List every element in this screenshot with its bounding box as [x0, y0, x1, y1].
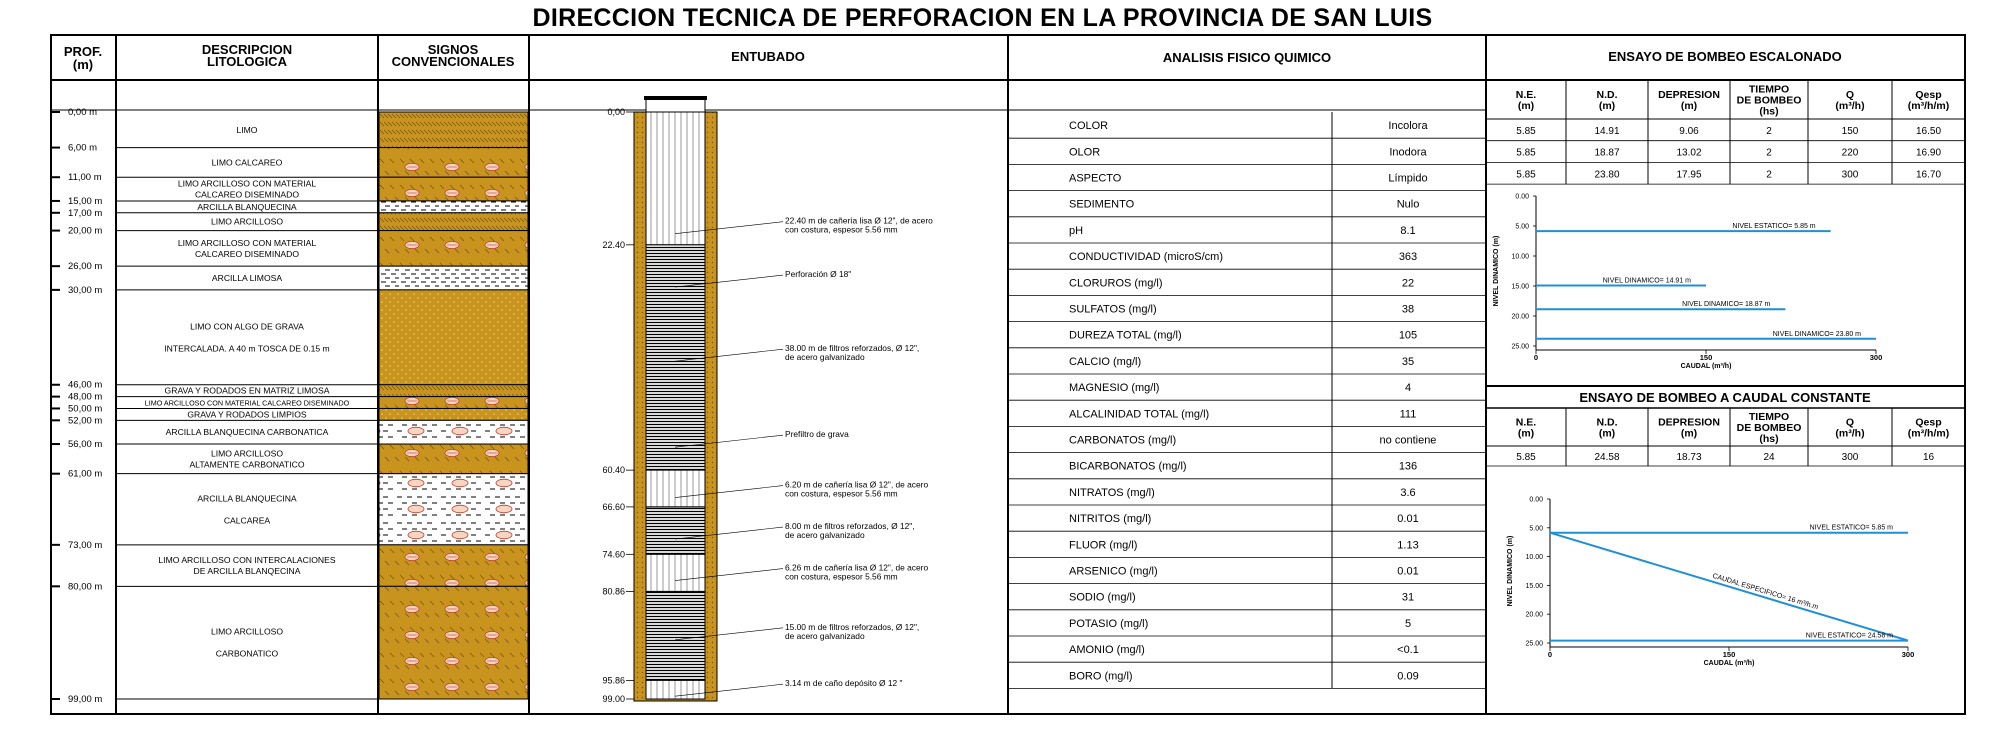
pump-cell: 5.85 — [1516, 452, 1536, 463]
depth-label: 52,00 m — [68, 415, 103, 427]
pump-cell: 5.85 — [1516, 169, 1536, 181]
depth-label: 50,00 m — [68, 403, 103, 415]
lithology-label: ARCILLA BLANQUECINA — [197, 201, 297, 212]
analysis-value: 111 — [1399, 408, 1417, 421]
pump-cell: 9.06 — [1679, 125, 1699, 137]
pump-col-header: N.E. — [1515, 416, 1537, 429]
pump-col-header: (m³/h) — [1835, 427, 1865, 440]
lithology-label: CALCAREO DISEMINADO — [194, 189, 300, 200]
casing-annotation: 15.00 m de filtros reforzados, Ø 12", — [785, 621, 920, 632]
lithology-label: ALTAMENTE CARBONATICO — [189, 459, 305, 470]
lithology-sign-limo — [379, 112, 528, 148]
y-tick-label: 25.00 — [1525, 640, 1543, 648]
lithology-label: DE ARCILLA BLANQECINA — [193, 566, 301, 577]
y-tick-label: 5.00 — [1515, 223, 1529, 231]
casing-screen — [646, 245, 705, 470]
pump-cell: 16.70 — [1915, 169, 1942, 181]
pump-cell: 5.85 — [1516, 125, 1536, 137]
analysis-value: 35 — [1401, 355, 1415, 368]
depth-label: 11,00 m — [68, 172, 102, 184]
casing-annotation: con costura, espesor 5.56 mm — [785, 571, 898, 582]
analysis-param: ALCALINIDAD TOTAL (mg/l) — [1069, 408, 1210, 421]
y-axis-label: NIVEL DINAMICO (m) — [1493, 235, 1500, 307]
pump-col-header: (m³/h/m) — [1907, 100, 1950, 112]
pump-cell: 16.90 — [1915, 147, 1942, 159]
depth-label: 30,00 m — [68, 284, 103, 296]
lithology-sign-grava — [379, 408, 528, 420]
lithology-label: LIMO — [236, 124, 258, 135]
pump-cell: 300 — [1841, 169, 1859, 181]
lithology-sign-calc — [379, 148, 528, 178]
pump-cell: 16 — [1922, 452, 1935, 463]
lithology-label: LIMO ARCILLOSO CON INTERCALACIONES — [158, 555, 336, 566]
analysis-param: pH — [1069, 224, 1084, 237]
pump-cell: 300 — [1841, 452, 1859, 463]
x-tick-label: 300 — [1869, 353, 1883, 362]
analysis-param: CONDUCTIVIDAD (microS/cm) — [1069, 251, 1223, 264]
casing-head — [646, 98, 705, 112]
analysis-value: <0.1 — [1397, 644, 1419, 657]
analysis-value: 22 — [1401, 277, 1415, 290]
analysis-value: 0.01 — [1397, 513, 1419, 526]
analysis-param: BICARBONATOS (mg/l) — [1069, 460, 1187, 473]
analysis-param: CLORUROS (mg/l) — [1069, 277, 1163, 290]
analysis-value: 3.6 — [1400, 486, 1416, 499]
y-tick-label: 20.00 — [1511, 313, 1529, 321]
casing-depth-label: 60.40 — [602, 465, 625, 476]
casing-annotation: de acero galvanizado — [785, 630, 865, 641]
casing-depth-label: 74.60 — [602, 549, 625, 560]
depth-label: 80,00 m — [68, 581, 103, 593]
lithology-label: LIMO ARCILLOSO — [210, 216, 284, 227]
conventional-signs-column — [379, 112, 528, 699]
header-litologica: LITOLOGICA — [207, 54, 287, 69]
analysis-value: 8.1 — [1400, 224, 1416, 237]
lithology-label: ARCILLA BLANQUECINA CARBONATICA — [165, 427, 329, 438]
analysis-param: SODIO (mg/l) — [1069, 591, 1136, 604]
pump-col-header: (m) — [1517, 427, 1535, 440]
header-descripcion: DESCRIPCION — [201, 42, 293, 57]
lithology-label: LIMO ARCILLOSO — [210, 626, 284, 637]
casing-annotation: 6.26 m de cañería lisa Ø 12", de acero — [785, 562, 929, 573]
pump-col-header: TIEMPO — [1748, 83, 1790, 96]
series-label: CAUDAL ESPECIFICO= 16 m³/h.m — [1711, 572, 1819, 612]
pump-col-header: Q — [1845, 416, 1855, 429]
analysis-value: 1.13 — [1397, 539, 1419, 552]
pump-col-header: (hs) — [1759, 105, 1779, 118]
lithology-label: LIMO ARCILLOSO CON MATERIAL — [177, 178, 317, 189]
lithology-label: GRAVA Y RODADOS LIMPIOS — [187, 409, 307, 420]
series-label: NIVEL ESTATICO= 5.85 m — [1809, 524, 1893, 532]
pump-col-header: N.D. — [1596, 416, 1618, 429]
analysis-value: no contiene — [1379, 434, 1437, 447]
casing-annotation: 38.00 m de filtros reforzados, Ø 12", — [785, 343, 920, 354]
depth-label: 6,00 m — [68, 142, 98, 154]
depth-label: 61,00 m — [68, 468, 103, 480]
y-tick-label: 20.00 — [1525, 611, 1543, 619]
pump-cell: 24 — [1763, 452, 1775, 463]
header-ensayo-constante: ENSAYO DE BOMBEO A CAUDAL CONSTANTE — [1579, 390, 1871, 405]
casing-screen — [646, 591, 705, 680]
pump-col-header: (m) — [1680, 427, 1698, 440]
pump-col-header: (m) — [1517, 100, 1535, 112]
lithology-label: CARBONATICO — [215, 648, 279, 659]
x-axis-label: CAUDAL (m³/h) — [1703, 660, 1755, 667]
pump-cell: 5.85 — [1516, 147, 1536, 159]
x-tick-label: 300 — [1901, 650, 1915, 659]
pump-cell: 18.73 — [1676, 452, 1702, 463]
analysis-param: ARSENICO (mg/l) — [1069, 565, 1158, 578]
depth-label: 48,00 m — [68, 391, 103, 403]
lithology-label: LIMO CON ALGO DE GRAVA — [190, 321, 304, 332]
y-tick-label: 15.00 — [1511, 283, 1529, 291]
header-convencionales: CONVENCIONALES — [391, 54, 515, 69]
casing-depth-label: 66.60 — [602, 501, 625, 512]
x-tick-label: 0 — [1533, 353, 1539, 362]
y-tick-label: 0.00 — [1515, 193, 1529, 201]
casing-screen — [646, 507, 705, 554]
analysis-param: OLOR — [1069, 146, 1101, 159]
analysis-value: Incolora — [1388, 120, 1428, 133]
pump-cell: 2 — [1766, 169, 1772, 181]
analysis-param: NITRATOS (mg/l) — [1069, 486, 1155, 499]
header-analisis: ANALISIS FISICO QUIMICO — [1162, 50, 1332, 65]
chemical-analysis-table — [1008, 112, 1486, 688]
pump-cell: 16.50 — [1915, 125, 1942, 137]
pump-col-header: DE BOMBEO — [1736, 422, 1802, 434]
analysis-param: CALCIO (mg/l) — [1069, 355, 1142, 368]
pump-col-header: DEPRESION — [1658, 89, 1720, 101]
y-tick-label: 0.00 — [1529, 496, 1543, 504]
analysis-value: 4 — [1404, 382, 1412, 395]
lithology-sign-calc — [379, 177, 528, 201]
casing-depth-label: 95.86 — [602, 675, 625, 686]
y-axis-label: NIVEL DINAMICO (m) — [1507, 535, 1514, 607]
lithology-label: ARCILLA LIMOSA — [211, 273, 283, 284]
pump-cell: 17.95 — [1676, 169, 1702, 181]
depth-label: 15,00 m — [68, 195, 103, 207]
y-tick-label: 10.00 — [1525, 554, 1543, 562]
depth-label: 17,00 m — [68, 207, 103, 219]
depth-label: 99,00 m — [68, 694, 103, 705]
analysis-param: MAGNESIO (mg/l) — [1069, 382, 1160, 395]
analysis-param: ASPECTO — [1069, 172, 1122, 185]
analysis-param: SEDIMENTO — [1069, 198, 1135, 211]
x-tick-label: 150 — [1722, 650, 1736, 659]
lithology-label: LIMO ARCILLOSO CON MATERIAL CALCAREO DISEMINADO — [144, 398, 350, 408]
series-label: NIVEL ESTATICO= 24.58 m — [1805, 632, 1893, 640]
analysis-value: Nulo — [1396, 198, 1420, 211]
analysis-value: 0.09 — [1397, 670, 1419, 683]
pump-col-header: (m) — [1598, 100, 1616, 112]
pump-cell: 13.02 — [1676, 147, 1702, 159]
pump-cell: 150 — [1841, 125, 1859, 137]
pump-col-header: (hs) — [1759, 433, 1779, 445]
analysis-param: SULFATOS (mg/l) — [1069, 303, 1157, 316]
casing-depth-label: 99.00 — [602, 694, 625, 704]
analysis-value: 136 — [1398, 460, 1418, 473]
pump-cell: 2 — [1766, 147, 1772, 159]
analysis-param: BORO (mg/l) — [1069, 670, 1133, 683]
pump-chart-2 — [1507, 497, 1914, 668]
casing-depth-label: 22.40 — [602, 239, 625, 250]
page-title: DIRECCION TECNICA DE PERFORACION EN LA PROVINCIA DE SAN LUIS — [532, 4, 1433, 32]
well-casing-diagram — [602, 98, 933, 704]
header-entubado: ENTUBADO — [731, 49, 805, 64]
lithology-sign-clayc — [379, 420, 528, 444]
lithology-label: LIMO ARCILLOSO — [210, 448, 284, 459]
casing-blank — [646, 554, 705, 591]
y-tick-label: 25.00 — [1511, 343, 1529, 351]
pump-cell: 2 — [1766, 125, 1772, 137]
lithology-sign-limo — [379, 213, 528, 231]
header-ensayo-escalonado: ENSAYO DE BOMBEO ESCALONADO — [1608, 49, 1842, 64]
y-tick-label: 15.00 — [1525, 582, 1543, 590]
series-line — [1550, 533, 1908, 641]
analysis-param: POTASIO (mg/l) — [1069, 617, 1149, 630]
pump-cell: 14.91 — [1594, 125, 1620, 137]
depth-label: 73,00 m — [68, 539, 103, 551]
analysis-value: Inodora — [1389, 146, 1427, 159]
depth-label: 56,00 m — [68, 439, 103, 451]
lithology-sign-calc — [379, 545, 528, 587]
column-headers — [64, 42, 1842, 72]
series-label: NIVEL ESTATICO= 5.85 m — [1732, 223, 1816, 231]
lithology-sign-clay — [379, 266, 528, 290]
lithology-label: CALCAREO DISEMINADO — [194, 248, 300, 259]
lithology-label: INTERCALADA. A 40 m TOSCA DE 0.15 m — [164, 343, 330, 354]
pump-col-header: DE BOMBEO — [1736, 94, 1802, 107]
casing-blank — [646, 112, 705, 245]
pump-col-header: Q — [1845, 89, 1855, 101]
series-label: NIVEL DINAMICO= 14.91 m — [1602, 277, 1691, 285]
lithology-label: GRAVA Y RODADOS EN MATRIZ LIMOSA — [164, 385, 330, 396]
pump-chart-1 — [1493, 194, 1882, 371]
lithology-sign-calc — [379, 397, 528, 409]
casing-depth-label: 80.86 — [602, 586, 625, 597]
pump-cell: 23.80 — [1594, 169, 1620, 181]
pumping-test-panel — [1486, 80, 1965, 667]
analysis-value: 0.01 — [1397, 565, 1419, 578]
y-tick-label: 5.00 — [1529, 525, 1543, 533]
analysis-value: 31 — [1401, 591, 1415, 604]
casing-annotation: 22.40 m de cañería lisa Ø 12", de acero — [785, 215, 933, 226]
lithology-sign-clay — [379, 201, 528, 213]
casing-annotation: con costura, espesor 5.56 mm — [785, 224, 898, 235]
casing-annotation: 3.14 m de caño depósito Ø 12 " — [785, 678, 903, 689]
casing-annotation: Prefiltro de grava — [785, 429, 849, 440]
casing-blank — [646, 470, 705, 507]
depth-label: 20,00 m — [68, 225, 103, 237]
pump-col-header: Qesp — [1915, 416, 1942, 429]
lithology-sign-calc — [379, 444, 528, 474]
lithology-sign-calc — [379, 231, 528, 267]
pump-cell: 220 — [1841, 147, 1859, 159]
pump-col-header: Qesp — [1915, 89, 1942, 101]
pump-col-header: (m) — [1680, 100, 1698, 112]
header-prof: PROF. — [63, 44, 103, 59]
lithology-label: CALCAREA — [223, 515, 271, 526]
lithology-sign-limo — [379, 385, 528, 397]
y-tick-label: 10.00 — [1511, 253, 1529, 261]
casing-annotation: de acero galvanizado — [785, 352, 865, 363]
pump-col-header: TIEMPO — [1748, 411, 1790, 423]
analysis-param: DUREZA TOTAL (mg/l) — [1069, 329, 1182, 342]
lithology-sign-grava — [379, 290, 528, 385]
header-prof-unit: (m) — [72, 57, 94, 72]
casing-annotation: 8.00 m de filtros reforzados, Ø 12", — [785, 521, 915, 532]
pump-col-header: DEPRESION — [1658, 416, 1720, 429]
pump-col-header: (m³/h/m) — [1907, 427, 1950, 440]
series-label: NIVEL DINAMICO= 18.87 m — [1682, 301, 1771, 309]
lithology-sign-calc — [379, 586, 528, 699]
analysis-param: NITRITOS (mg/l) — [1069, 513, 1152, 526]
analysis-value: 5 — [1404, 617, 1412, 630]
analysis-param: COLOR — [1069, 120, 1109, 133]
x-tick-label: 150 — [1699, 353, 1713, 362]
lithology-label: LIMO CALCAREO — [211, 157, 283, 168]
lithology-label: ARCILLA BLANQUECINA — [197, 493, 297, 504]
analysis-param: AMONIO (mg/l) — [1069, 644, 1145, 657]
casing-annotation: 6.20 m de cañería lisa Ø 12", de acero — [785, 479, 929, 490]
depth-label: 0,00 m — [68, 107, 98, 118]
pump-cell: 24.58 — [1594, 452, 1620, 463]
pump-cell: 18.87 — [1594, 147, 1620, 159]
pump-col-header: (m) — [1598, 427, 1616, 440]
analysis-param: CARBONATOS (mg/l) — [1069, 434, 1177, 447]
analysis-value: Límpido — [1388, 172, 1428, 185]
analysis-value: 363 — [1398, 251, 1418, 264]
analysis-value: 105 — [1398, 329, 1418, 342]
casing-annotation: con costura, espesor 5.56 mm — [785, 488, 898, 499]
depth-label: 46,00 m — [68, 379, 103, 391]
pump-col-header: N.E. — [1515, 89, 1537, 101]
series-label: NIVEL DINAMICO= 23.80 m — [1772, 330, 1861, 338]
header-signos: SIGNOS — [427, 42, 479, 57]
x-tick-label: 0 — [1547, 650, 1553, 659]
depth-column — [51, 107, 102, 705]
depth-label: 26,00 m — [68, 261, 103, 273]
pump-col-header: (m³/h) — [1835, 100, 1865, 112]
lithology-sign-clayc — [379, 474, 528, 545]
pump-col-header: N.D. — [1596, 89, 1618, 101]
analysis-value: 38 — [1401, 303, 1415, 316]
casing-annotation: de acero galvanizado — [785, 530, 865, 541]
lithology-label: LIMO ARCILLOSO CON MATERIAL — [177, 237, 317, 248]
analysis-param: FLUOR (mg/l) — [1069, 539, 1138, 552]
casing-annotation: Perforación Ø 18" — [785, 269, 852, 280]
casing-depth-label: 0,00 — [607, 107, 625, 117]
x-axis-label: CAUDAL (m³/h) — [1680, 363, 1732, 370]
